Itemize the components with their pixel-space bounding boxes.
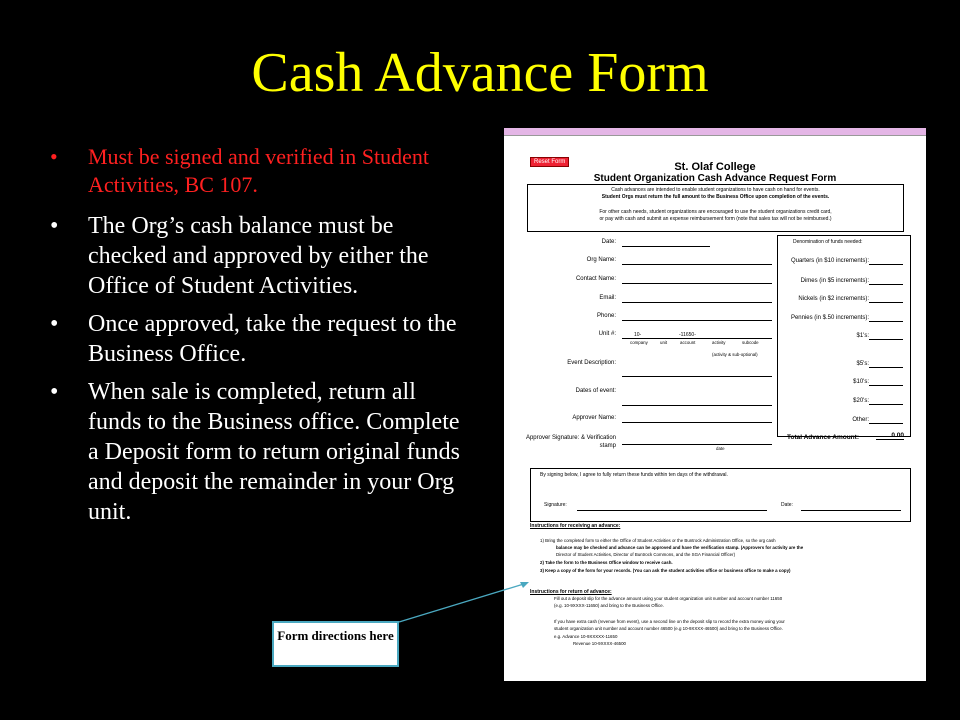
bullet-dot-icon: • bbox=[50, 213, 59, 239]
signature-field[interactable] bbox=[577, 510, 767, 511]
bullet-item bbox=[50, 309, 475, 369]
bullet-dot-icon: • bbox=[50, 311, 59, 337]
unit-sub-label: account bbox=[680, 340, 696, 345]
intro-line: or pay with cash and submit an expense reimbursement form (note that sales tax will not be reimbursed.) bbox=[599, 216, 832, 222]
instructions-line: balance may be checked and advance can be approved and have the verification stamp. (Approvers for activity are the bbox=[556, 545, 804, 550]
return-instructions-title: Instructions for return of advance: bbox=[530, 589, 612, 595]
denom-field[interactable] bbox=[869, 404, 903, 405]
approver-name-field[interactable] bbox=[622, 422, 772, 423]
return-line: e.g. Advance 10-9XXXXX-11650 bbox=[554, 634, 618, 639]
denom-label: Nickels (in $2 increments): bbox=[798, 296, 869, 302]
contact-name-field[interactable] bbox=[622, 283, 772, 284]
instructions-line: Director of Student Activities, Director of Buntrock Commons, and the SGA Financial Officer) bbox=[556, 552, 736, 557]
denom-label: Quarters (in $10 increments): bbox=[790, 258, 869, 264]
denom-field[interactable] bbox=[869, 423, 903, 424]
field-label-email: Email: bbox=[599, 295, 616, 301]
return-line: Revenue 10-9XXXX-46500 bbox=[573, 641, 626, 646]
slide-title: Cash Advance Form bbox=[251, 42, 709, 104]
intro-line: Cash advances are intended to enable student organizations to have cash on hand for events. bbox=[611, 187, 820, 193]
total-advance-value: 0.00 bbox=[876, 432, 904, 440]
return-line: student organization unit number and account number 46500 (e.g 10-9XXXX-46500) and bring to the Business Office. bbox=[554, 626, 783, 631]
bullet-list bbox=[50, 143, 475, 535]
instructions-line: 1) Bring the completed form to either the Office of Student Activities or the Buntrock Administration Office, so the org cash bbox=[540, 538, 776, 543]
denom-field[interactable] bbox=[869, 367, 903, 368]
denom-label: $5's: bbox=[856, 361, 869, 367]
instructions-line: 3) Keep a copy of the form for your records. (You can ask the student activities office or business office to make a copy) bbox=[540, 568, 791, 573]
form-college-name: St. Olaf College bbox=[674, 161, 756, 173]
intro-line: For other cash needs, student organizations are encouraged to use the student organizations credit card, bbox=[599, 209, 832, 215]
bullet-text: When sale is completed, return all funds to the Business office. Complete a Deposit form to return original funds and deposit the remainder in your Org unit. bbox=[88, 379, 460, 525]
signature-box bbox=[530, 468, 911, 522]
form-top-bar bbox=[504, 128, 926, 136]
bullet-item bbox=[50, 377, 475, 527]
date-label: date bbox=[716, 446, 725, 451]
denom-label: Dimes (in $5 increments): bbox=[800, 278, 869, 284]
return-line: (e.g. 10-9XXXX-11650) and bring to the Business Office. bbox=[554, 603, 664, 608]
instructions-title: Instructions for receiving an advance: bbox=[530, 523, 621, 529]
field-label-approver-sig: Approver Signature: & Verification stamp bbox=[525, 435, 616, 449]
org-name-field[interactable] bbox=[622, 264, 772, 265]
form-directions-callout: Form directions here bbox=[272, 621, 399, 667]
unit-field[interactable] bbox=[622, 338, 772, 339]
bullet-item bbox=[50, 143, 475, 199]
field-label-unit: Unit #: bbox=[598, 331, 616, 337]
event-description-field[interactable] bbox=[622, 376, 772, 377]
agree-text: By signing below, I agree to fully return these funds within ten days of the withdrawal. bbox=[540, 472, 728, 478]
unit-sub-label: unit bbox=[660, 340, 668, 345]
field-label-org: Org Name: bbox=[586, 257, 616, 263]
return-line: Fill out a deposit slip for the advance amount using your student organization unit number and account number 11650 bbox=[554, 596, 783, 601]
unit-sub-label: company bbox=[630, 340, 648, 345]
bullet-item bbox=[50, 211, 475, 301]
denom-label: $1's: bbox=[856, 333, 869, 339]
intro-box bbox=[527, 184, 904, 232]
instructions-line: 2) Take the form to the Business Office window to receive cash. bbox=[540, 560, 673, 565]
bullet-dot-icon: • bbox=[50, 144, 58, 169]
field-label-phone: Phone: bbox=[596, 313, 616, 319]
total-advance-label: Total Advance Amount: bbox=[787, 434, 859, 441]
denom-field[interactable] bbox=[869, 264, 903, 265]
unit-prefix: 10- bbox=[634, 332, 642, 338]
bullet-text: Must be signed and verified in Student Activities, BC 107. bbox=[88, 144, 429, 197]
bullet-dot-icon: • bbox=[50, 379, 59, 405]
date-field[interactable] bbox=[622, 246, 710, 247]
return-line: If you have extra cash (revenue from event), use a second line on the deposit slip to record the extra money using your bbox=[554, 619, 785, 624]
denom-field[interactable] bbox=[869, 385, 903, 386]
denom-label: $20's: bbox=[853, 398, 869, 404]
field-label-approver: Approver Name: bbox=[572, 415, 616, 421]
signature-date-field[interactable] bbox=[801, 510, 901, 511]
denom-field[interactable] bbox=[869, 284, 903, 285]
unit-sub-label: activity bbox=[712, 340, 726, 345]
field-label-dates: Dates of event: bbox=[575, 388, 616, 394]
denom-label: Other: bbox=[852, 417, 869, 423]
denom-label: Pennies (in $.50 increments): bbox=[790, 315, 869, 321]
unit-sub-label: subcode bbox=[742, 340, 759, 345]
denom-field[interactable] bbox=[869, 302, 903, 303]
field-label-event: Event Description: bbox=[567, 360, 616, 366]
unit-note: (activity & sub-optional) bbox=[712, 352, 758, 357]
denom-field[interactable] bbox=[869, 339, 903, 340]
denom-field[interactable] bbox=[869, 321, 903, 322]
form-title: Student Organization Cash Advance Request Form bbox=[593, 173, 837, 184]
bullet-text: The Org’s cash balance must be checked and approved by either the Office of Student Activities. bbox=[88, 213, 429, 299]
unit-code: -11650- bbox=[679, 332, 696, 338]
field-label-contact: Contact Name: bbox=[575, 276, 616, 282]
field-label-date: Date: bbox=[601, 239, 616, 245]
denominations-title: Denomination of funds needed: bbox=[793, 239, 863, 245]
form-image bbox=[504, 128, 926, 681]
email-field[interactable] bbox=[622, 302, 772, 303]
signature-date-label: Date: bbox=[781, 502, 793, 508]
denom-label: $10's: bbox=[853, 379, 869, 385]
dates-of-event-field[interactable] bbox=[622, 405, 772, 406]
bullet-text: Once approved, take the request to the Business Office. bbox=[88, 311, 457, 367]
approver-signature-field[interactable] bbox=[622, 444, 772, 445]
signature-label: Signature: bbox=[544, 502, 567, 508]
intro-line: Student Orgs must return the full amount to the Business Office upon completion of the events. bbox=[601, 194, 830, 200]
reset-form-button[interactable]: Reset Form bbox=[530, 157, 569, 167]
phone-field[interactable] bbox=[622, 320, 772, 321]
